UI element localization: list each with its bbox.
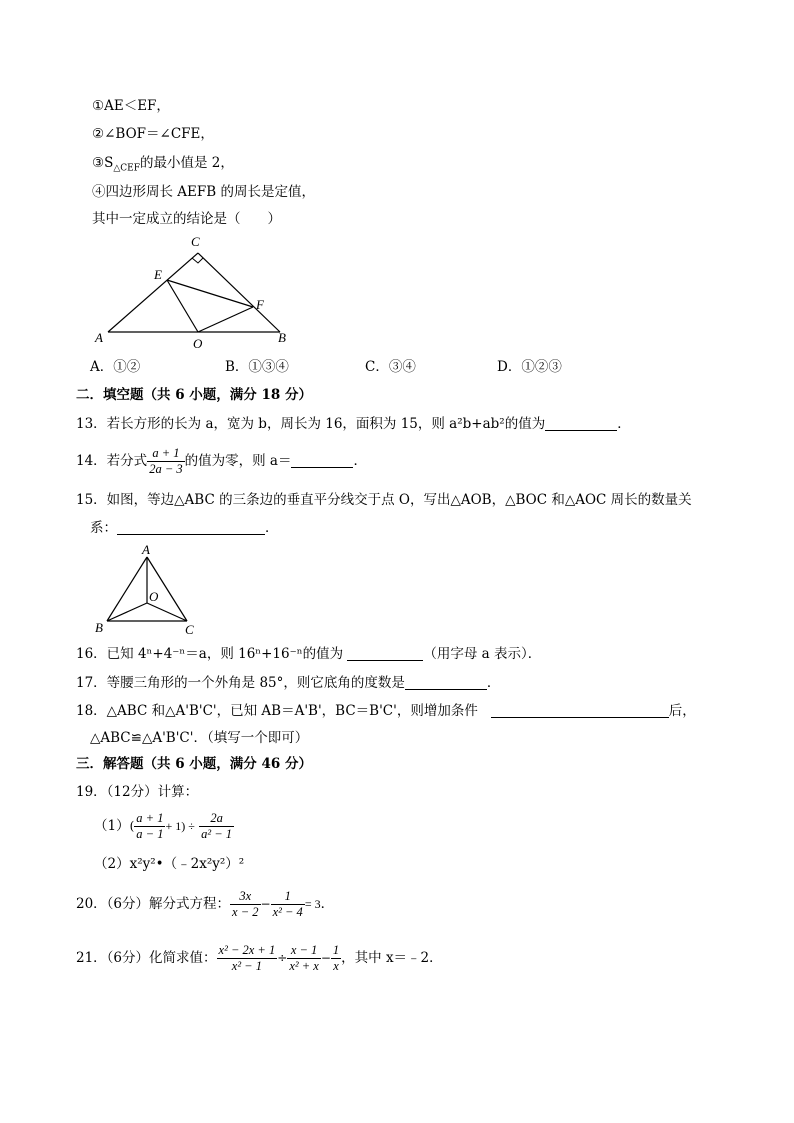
q15-equilateral-figure [92,540,207,638]
q21-fraction-1: $\frac{\text{x² − 2x + 1}}{\text{x² − 1}}$ [218,943,276,973]
label-e: E [154,267,162,282]
side-cb [198,253,280,332]
q13-answer-blank[interactable] [545,416,617,431]
question-13: 13．若长方形的长为 a，宽为 b，周长为 16，面积为 15，则 a²b+ab²的值为 ． [76,416,631,432]
question-17: 17．等腰三角形的一个外角是 85°，则它底角的度数是 ． [76,675,501,691]
section-2-title: 二．填空题（共 6 小题，满分 18 分） [76,387,312,403]
label-c: C [191,234,200,249]
label-a: A [95,330,103,345]
label-b: B [95,620,103,635]
right-angle-mark [192,258,203,263]
q19-fraction-2: $\frac{2a}{\text{a² − 1}}$ [201,811,233,841]
q14-answer-blank[interactable] [291,453,353,468]
q12-option-d: D．①②③ [497,359,562,375]
label-f: F [256,297,264,312]
q19-fraction-1: $\frac{a + 1}{a - 1}$ [136,811,164,841]
question-20: 20．（6分）解分式方程： $\frac{3x}{x - 2}$ − $\frac{1}{\text{x² − 4}}$ = 3． [76,889,335,919]
q15-answer-blank[interactable] [117,520,265,535]
q12-statement-3: $③S_{\triangle CEF}$的最小值是 2， [92,155,234,174]
q12-statement-4: ④四边形周长 AEFB 的周长是定值， [92,184,315,200]
question-18-line-2: △ABC≌△A'B'C'．（填写一个即可） [90,730,309,746]
label-a: A [142,542,150,557]
q12-option-b: B．①③④ [225,359,289,375]
label-b: B [278,330,286,345]
label-o: O [193,336,203,351]
question-15-line-2: 系： ． [90,520,279,536]
q12-statement-2: ②∠BOF＝∠CFE， [92,126,214,142]
question-16: 16．已知 4ⁿ+4⁻ⁿ＝a，则 16ⁿ+16⁻ⁿ的值为 （用字母 a 表示）． [76,646,542,662]
segment-of [198,307,253,332]
question-19-title: 19．（12分）计算： [76,784,199,800]
question-15-line-1: 15．如图，等边△ABC 的三条边的垂直平分线交于点 O，写出△AOB，△BOC 和△AOC 周长的数量关 [76,492,692,508]
question-19-part-1: （1）( $\frac{a + 1}{a - 1}$ + 1) ÷ $\frac{2a}{\text{a² − 1}}$ [94,811,233,841]
section-3-title: 三．解答题（共 6 小题，满分 46 分） [76,756,312,772]
q20-fraction-2: $\frac{1}{\text{x² − 4}}$ [272,889,303,919]
question-14: 14．若分式 $\frac{a + 1}{2a - 3}$ 的值为零，则 a＝ ． [76,446,367,476]
q16-answer-blank[interactable] [347,646,423,661]
q20-fraction-1: $\frac{3x}{x - 2}$ [232,889,259,919]
q17-answer-blank[interactable] [405,675,487,690]
q12-prompt: 其中一定成立的结论是（ ） [92,211,281,227]
question-21: 21．（6分）化简求值： $\frac{\text{x² − 2x + 1}}{\text{x² − 1}}$ ÷ $\frac{x - 1}{\text{x² + x}}$ − $\frac{1}{x}$ ，其中 x＝﹣2． [76,943,443,973]
label-o: O [149,589,159,604]
q18-answer-blank[interactable] [491,703,669,718]
q14-fraction: $\frac{a + 1}{2a - 3}$ [149,446,183,476]
question-18-line-1: 18．△ABC 和△A'B'C'，已知 AB＝A'B'，BC＝B'C'，则增加条件 后， [76,703,696,719]
q12-triangle-figure [90,232,300,352]
label-c: C [185,622,194,637]
q12-option-c: C．③④ [365,359,416,375]
q12-option-a: A．①② [90,359,141,375]
q12-statement-1: ①AE＜EF， [92,98,170,114]
q21-fraction-3: $\frac{1}{x}$ [332,943,340,973]
side-ac [108,253,198,332]
question-19-part-2: （2）x²y²•（﹣2x²y²）² [94,856,245,872]
q21-fraction-2: $\frac{x - 1}{\text{x² + x}}$ [289,943,319,973]
